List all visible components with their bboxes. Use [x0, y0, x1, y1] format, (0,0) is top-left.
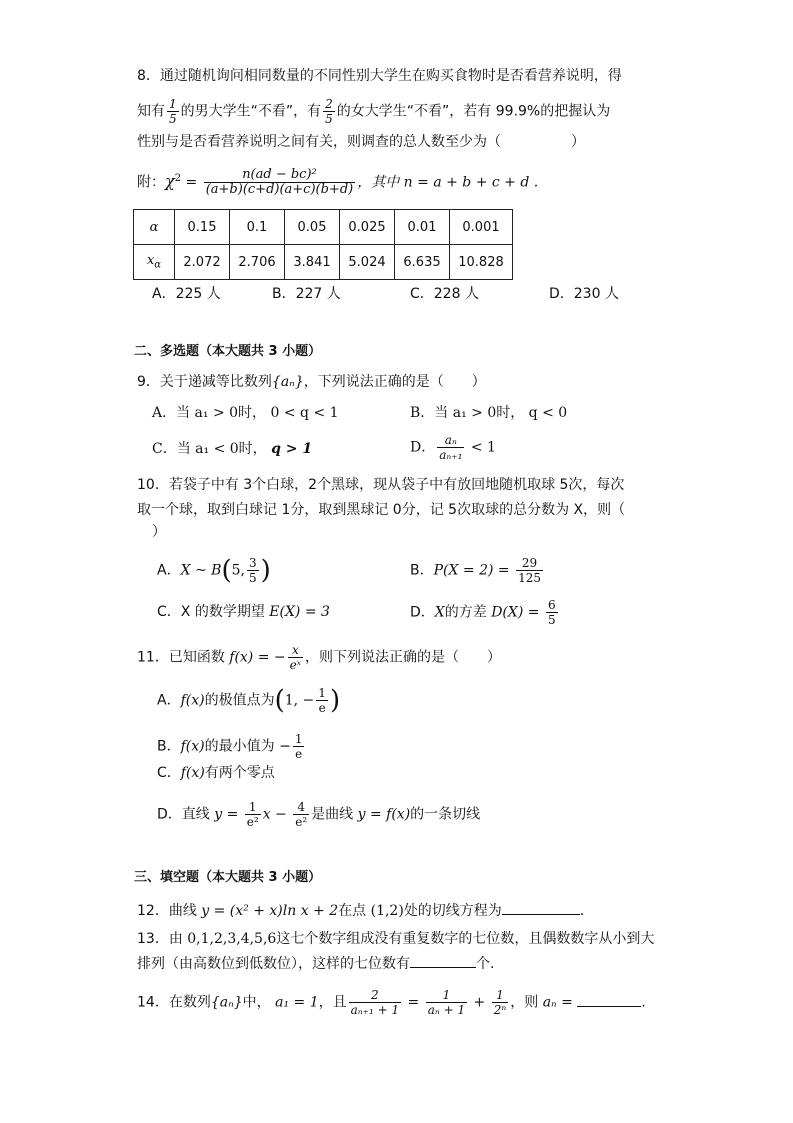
option-text: A． — [157, 692, 181, 709]
table-row-label: α — [134, 210, 175, 245]
formula-numerator: n(ad − bc)² — [204, 168, 356, 183]
section-heading-fill-blank: 三、填空题（本大题共 3 小题） — [134, 870, 322, 885]
option-text: 有两个零点 — [204, 765, 275, 781]
q12-text: 12．曲线 — [137, 903, 202, 919]
fraction-numerator: x — [288, 643, 303, 658]
option-text: C．当 a₁ < 0时， — [152, 441, 272, 457]
fraction — [293, 732, 305, 761]
q8-text: 的女大学生“不看”，若有 99.9%的把握认为 — [336, 103, 611, 120]
q14-text: 中， — [242, 994, 276, 1011]
q10-line3: ） — [152, 524, 166, 540]
math-expression: < 1 — [466, 439, 496, 456]
math-expression: aₙ = — [542, 994, 578, 1011]
fraction-numerator: aₙ — [437, 433, 464, 448]
q10-option-a[interactable] — [157, 556, 271, 585]
math-expression: D(X) = — [491, 604, 544, 621]
q14-text: ，且 — [318, 994, 347, 1011]
q14-stem — [137, 988, 646, 1017]
q8-line3 — [137, 132, 585, 152]
fraction-denominator: aₙ₊₁ — [439, 448, 463, 462]
q13-text: 这七个数字组成没有重复数字的七位数，且偶数数字从小到大 — [276, 931, 655, 947]
q13-text: 排列（由高数位到低数位），这样的七位数有 — [137, 956, 410, 972]
q11-option-a[interactable] — [157, 686, 340, 715]
option-text: 的一条切线 — [410, 806, 481, 823]
paren-open: ( — [274, 685, 285, 716]
fraction-numerator: 29 — [516, 556, 543, 571]
q11-option-b[interactable] — [157, 732, 306, 761]
math-expression: {aₙ} — [271, 374, 304, 390]
table-cell: 2.706 — [230, 245, 285, 280]
answer-blank[interactable] — [577, 992, 641, 1007]
math-expression: q > 1 — [271, 441, 313, 457]
math-expression: E(X) = 3 — [269, 604, 330, 620]
option-text: 是曲线 — [311, 806, 358, 823]
q14-text: . — [641, 994, 646, 1011]
math-expression: (1,2) — [370, 903, 404, 919]
q13-line2 — [137, 953, 494, 974]
table-cell: 2.072 — [175, 245, 230, 280]
fraction — [316, 686, 328, 715]
fraction-numerator: 1 — [245, 800, 261, 815]
paren-close: ) — [260, 555, 271, 586]
q8-appendix — [137, 168, 538, 197]
math-expression: f(x) = − — [229, 649, 286, 666]
q12-text: 处的切线方程为 — [403, 903, 502, 919]
math-expression: a₁ = 1 — [275, 994, 319, 1011]
table-cell: 5.024 — [340, 245, 395, 280]
option-text: D． — [410, 604, 435, 621]
option-text: A． — [157, 562, 181, 579]
chi-symbol: χ — [165, 171, 175, 191]
q9-text: ，下列说法正确的是（ ） — [303, 374, 486, 390]
fraction-numerator: 1 — [426, 988, 467, 1003]
q11-stem — [137, 643, 501, 672]
q12-stem — [137, 900, 584, 921]
fraction-numerator: 2 — [349, 988, 401, 1003]
fraction-numerator: 1 — [294, 732, 303, 746]
fraction-denominator: 2ⁿ — [493, 1003, 507, 1017]
table-row-label-main: x — [146, 253, 155, 269]
q11-option-c[interactable] — [157, 763, 275, 783]
fraction-denominator: 125 — [518, 571, 541, 585]
fraction — [349, 988, 401, 1017]
table-cell: 0.15 — [175, 210, 230, 245]
answer-blank[interactable] — [502, 900, 580, 915]
table-cell: 6.635 — [395, 245, 450, 280]
q11-text: ，则下列说法正确的是（ ） — [305, 649, 502, 666]
fraction-denominator: eˣ — [289, 658, 302, 672]
q14-text: 14．在数列 — [137, 994, 211, 1011]
table-row-label-sub: α — [154, 259, 162, 271]
option-text: D． — [410, 439, 436, 456]
q8-text: 性别与是否看营养说明之间有关，则调查的总人数至少为（ — [137, 134, 501, 150]
fraction-denominator: e² — [295, 815, 308, 829]
q8-option-d[interactable]: D．230 人 — [549, 286, 619, 302]
math-expression: f(x) — [180, 765, 205, 781]
math-expression: y = (x² + x)ln x + 2 — [201, 903, 339, 919]
q10-option-c[interactable] — [157, 602, 330, 622]
q8-option-b[interactable]: B．227 人 — [272, 286, 341, 302]
section-heading-multi-choice: 二、多选题（本大题共 3 小题） — [134, 344, 322, 359]
table-row-label — [134, 245, 175, 280]
math-expression: X ~ B — [180, 562, 222, 579]
q13-line1 — [137, 929, 654, 949]
paren-close: ) — [329, 685, 341, 716]
fraction — [288, 643, 303, 672]
equals-sign: = — [403, 994, 424, 1011]
equals-sign: = — [181, 174, 202, 191]
option-text: 的最小值为 − — [204, 738, 291, 755]
fraction-denominator: e — [295, 747, 303, 761]
table-row — [134, 245, 513, 280]
q13-text: 13．由 — [137, 931, 188, 947]
q10-line1: 10．若袋子中有 3个白球，2个黑球，现从袋子中有放回地随机取球 5次，每次 — [137, 477, 625, 493]
paren-open: ( — [221, 555, 232, 586]
q8-option-c[interactable]: C．228 人 — [410, 286, 479, 302]
fraction-denominator: 5 — [248, 571, 257, 585]
q14-text: ，则 — [510, 994, 543, 1011]
math-expression: 1, − — [284, 692, 315, 709]
math-expression: f(x) — [180, 692, 205, 709]
q10-line2: 取一个球，取到白球记 1分，取到黑球记 0分，记 5次取球的总分数为 X，则（ — [137, 502, 626, 518]
fraction — [245, 800, 261, 829]
math-expression: X — [434, 604, 445, 621]
appendix-label: 附： — [137, 174, 165, 191]
fraction-numerator: 1 — [318, 686, 326, 700]
critical-value-table — [133, 209, 513, 280]
math-expression: 0,1,2,3,4,5,6 — [187, 931, 277, 947]
math-expression: {aₙ} — [210, 994, 243, 1011]
fraction — [167, 97, 179, 126]
fraction — [293, 800, 309, 829]
formula-note: ，其中 n = a + b + c + d . — [357, 174, 539, 191]
fraction-denominator: aₙ + 1 — [427, 1003, 466, 1017]
fraction — [426, 988, 467, 1017]
formula-denominator: (a+b)(c+d)(a+c)(b+d) — [205, 182, 354, 197]
q11-option-d[interactable] — [157, 800, 480, 829]
q9-option-c[interactable] — [152, 439, 312, 459]
answer-paren-close: ） — [571, 134, 585, 150]
q13-text: 个. — [476, 956, 495, 972]
table-cell: 0.01 — [395, 210, 450, 245]
fraction-numerator: 4 — [293, 800, 309, 815]
fraction — [247, 556, 259, 585]
fraction — [516, 556, 543, 585]
chi-exponent: 2 — [174, 172, 182, 184]
option-text: C．X 的数学期望 — [157, 604, 270, 620]
q8-line2 — [137, 97, 610, 126]
fraction-denominator: 5 — [325, 112, 333, 126]
fraction — [546, 598, 558, 627]
chi-square-formula — [204, 168, 356, 197]
option-text: B． — [157, 738, 181, 755]
answer-blank[interactable] — [410, 953, 476, 968]
q8-line1: 8．通过随机询问相同数量的不同性别大学生在购买食物时是否看营养说明，得 — [137, 68, 622, 84]
table-row — [134, 210, 513, 245]
fraction-numerator: 1 — [492, 988, 509, 1003]
q9-stem — [137, 372, 486, 392]
table-cell: 10.828 — [450, 245, 513, 280]
table-cell: 3.841 — [285, 245, 340, 280]
math-expression: f(x) — [180, 738, 205, 755]
fraction-numerator: 6 — [547, 598, 556, 612]
fraction-denominator: e — [318, 701, 326, 715]
fraction-numerator: 2 — [325, 97, 333, 111]
q8-text: 的男大学生“不看”，有 — [180, 103, 322, 120]
math-expression: x − — [262, 806, 292, 823]
q8-option-a[interactable]: A．225 人 — [152, 286, 221, 302]
math-expression: P(X = 2) = — [433, 562, 515, 579]
q9-text: 9．关于递减等比数列 — [137, 374, 272, 390]
fraction — [492, 988, 509, 1017]
fraction-denominator: 5 — [169, 112, 177, 126]
q12-text: 在点 — [338, 903, 371, 919]
table-cell: 0.025 — [340, 210, 395, 245]
q10-option-d[interactable] — [410, 598, 560, 627]
fraction-denominator: e² — [246, 815, 259, 829]
q8-text: 知有 — [137, 103, 165, 120]
option-text: D．直线 — [157, 806, 215, 823]
option-text: B． — [410, 562, 434, 579]
q9-option-b[interactable]: B．当 a₁ > 0时， q < 0 — [410, 405, 568, 421]
fraction-denominator: aₙ₊₁ + 1 — [350, 1003, 400, 1017]
option-text: 的方差 — [444, 604, 492, 621]
q12-text: . — [579, 903, 585, 919]
table-cell: 0.05 — [285, 210, 340, 245]
fraction — [323, 97, 335, 126]
table-cell: 0.001 — [450, 210, 513, 245]
fraction-numerator: 1 — [169, 97, 177, 111]
q11-text: 11．已知函数 — [137, 649, 230, 666]
option-text: C． — [157, 765, 181, 781]
fraction-numerator: 3 — [248, 556, 257, 570]
table-cell: 0.1 — [230, 210, 285, 245]
fraction — [437, 433, 464, 462]
math-expression: 5, — [231, 562, 245, 579]
q9-option-a[interactable]: A．当 a₁ > 0时， 0 < q < 1 — [152, 405, 339, 421]
math-expression: y = — [214, 806, 243, 823]
math-expression: y = f(x) — [357, 806, 411, 823]
fraction-denominator: 5 — [547, 613, 556, 627]
q10-option-b[interactable] — [410, 556, 545, 585]
plus-sign: + — [469, 994, 490, 1011]
option-text: 的极值点为 — [204, 692, 275, 709]
q9-option-d[interactable] — [410, 433, 496, 462]
